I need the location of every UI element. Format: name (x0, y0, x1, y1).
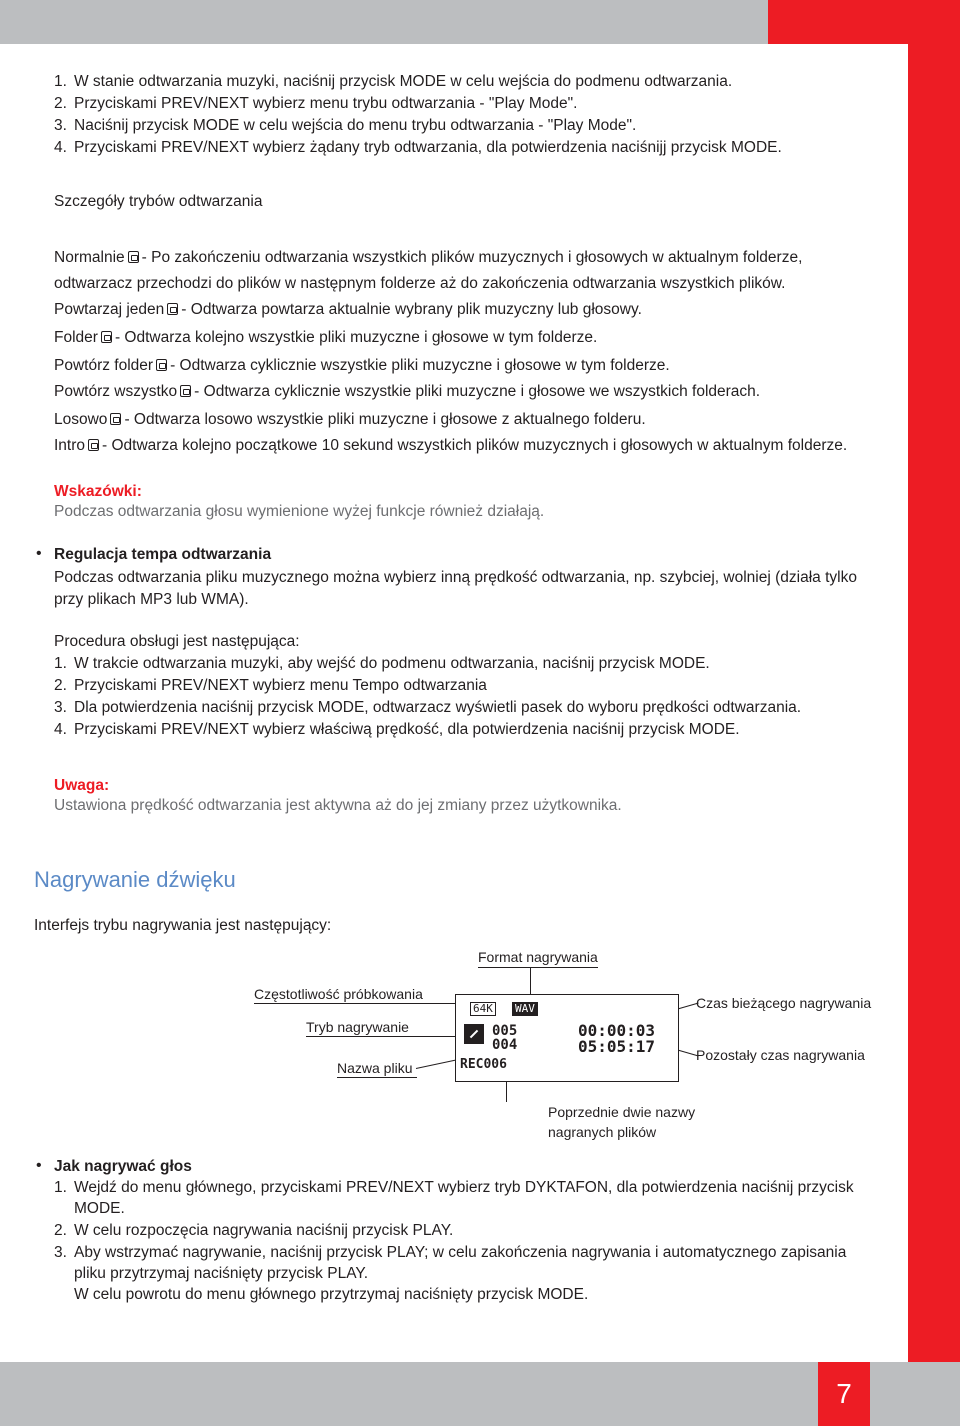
lcd-prev-file-1: 005 (492, 1023, 518, 1039)
tempo-bullet: • (36, 545, 42, 562)
label-prev-names-2: nagranych plików (548, 1124, 657, 1140)
modes-title: Szczegóły trybów odtwarzania (54, 193, 263, 210)
howto-step-3: 3. Aby wstrzymać nagrywanie, naciśnij przycisk PLAY; w celu zakończenia nagrywania i automatycznego zapisania (54, 1244, 847, 1261)
rec-mode-leader (306, 1036, 466, 1037)
right-red-bar (908, 0, 960, 1426)
sample-rate-leader (254, 1003, 484, 1004)
howto-step-3-note: W celu powrotu do menu głównego przytrzymaj naciśnięty przycisk MODE. (74, 1286, 589, 1303)
mode-intro: Intro - Odtwarza kolejno początkowe 10 sekund wszystkich plików muzycznych i głosowych w aktualnym folderze. (54, 437, 848, 454)
howto-step-1: 1. Wejdź do menu głównego, przyciskami PREV/NEXT wybierz tryb DYKTAFON, dla potwierdzenia naciśnij przycisk (54, 1179, 854, 1196)
format-underline (478, 967, 598, 968)
play-step-3: 3. Naciśnij przycisk MODE w celu wejścia do menu trybu odtwarzania - "Play Mode". (54, 117, 637, 134)
play-step-4: 4. Przyciskami PREV/NEXT wybierz żądany tryb odtwarzania, dla potwierdzenia naciśnijj przycisk MODE. (54, 139, 782, 156)
lcd-sample-rate: 64K (470, 1002, 496, 1016)
page-number: 7 (818, 1362, 870, 1426)
play-step-2: 2. Przyciskami PREV/NEXT wybierz menu trybu odtwarzania - "Play Mode". (54, 95, 578, 112)
repeat-one-icon (167, 303, 178, 315)
mode-normal: Normalnie - Po zakończeniu odtwarzania wszystkich plików muzycznych i głosowych w aktualnym folderze, (54, 249, 803, 266)
mode-repeat-folder: Powtórz folder - Odtwarza cyklicznie wszystkie pliki muzyczne i głosowe w tym folderze. (54, 357, 670, 374)
howto-step-2: 2. W celu rozpoczęcia nagrywania naciśnij przycisk PLAY. (54, 1222, 454, 1239)
label-rec-mode: Tryb nagrywanie (306, 1019, 409, 1035)
tempo-step-1: 1. W trakcie odtwarzania muzyki, aby wejść do podmenu odtwarzania, naciśnij przycisk MODE. (54, 655, 710, 672)
file-name-leader-h (337, 1077, 417, 1078)
normal-mode-icon (128, 251, 139, 263)
lcd-prev-file-2: 004 (492, 1037, 518, 1053)
lcd-file-name: REC006 (460, 1057, 507, 1072)
intro-mode-icon (88, 439, 99, 451)
mode-repeat-one: Powtarzaj jeden - Odtwarza powtarza aktualnie wybrany plik muzyczny lub głosowy. (54, 301, 642, 318)
label-remaining-time: Pozostały czas nagrywania (696, 1047, 865, 1063)
note-title: Uwaga: (54, 777, 110, 794)
recording-heading: Nagrywanie dźwięku (34, 867, 236, 892)
mode-normal-cont: odtwarzacz przechodzi do plików w następnym folderze aż do zakończenia odtwarzania wszystkich plików. (54, 275, 786, 292)
howto-step-1-cont: MODE. (74, 1200, 125, 1217)
lcd-screen (455, 994, 679, 1082)
label-sample-rate: Częstotliwość próbkowania (254, 986, 423, 1002)
howto-step-3-cont: pliku przytrzymaj naciśnięty przycisk PLAY. (74, 1265, 369, 1282)
label-prev-names-1: Poprzednie dwie nazwy (548, 1104, 696, 1120)
record-mode-icon (464, 1024, 484, 1044)
tempo-text-1: Podczas odtwarzania pliku muzycznego można wybierz inną prędkość odtwarzania, np. szybciej, wolniej (działa tylko (54, 569, 857, 586)
tempo-procedure: Procedura obsługi jest następująca: (54, 633, 300, 650)
howto-title: Jak nagrywać głos (54, 1158, 192, 1175)
mode-repeat-all: Powtórz wszystko - Odtwarza cyklicznie wszystkie pliki muzyczne i głosowe we wszystkich folderach. (54, 383, 761, 400)
mode-random: Losowo - Odtwarza losowo wszystkie pliki muzyczne i głosowe z aktualnego folderu. (54, 411, 646, 428)
lcd-remaining-time: 05:05:17 (578, 1037, 656, 1056)
label-file-name: Nazwa pliku (337, 1060, 413, 1076)
recording-intro: Interfejs trybu nagrywania jest następujący: (34, 917, 332, 934)
folder-mode-icon (101, 331, 112, 343)
random-mode-icon (110, 413, 121, 425)
label-format: Format nagrywania (478, 949, 598, 965)
tempo-step-3: 3. Dla potwierdzenia naciśnij przycisk MODE, odtwarzacz wyświetli pasek do wyboru prędkości odtwarzania. (54, 699, 802, 716)
repeat-folder-icon (156, 359, 167, 371)
tempo-text-2: przy plikach MP3 lub WMA). (54, 591, 249, 608)
bottom-grey-bar (0, 1362, 960, 1426)
play-step-1: 1. W stanie odtwarzania muzyki, naciśnij przycisk MODE w celu wejścia do podmenu odtwarzania. (54, 73, 733, 90)
note-text: Ustawiona prędkość odtwarzania jest aktywna aż do jej zmiany przez użytkownika. (54, 797, 622, 814)
tempo-step-2: 2. Przyciskami PREV/NEXT wybierz menu Tempo odtwarzania (54, 677, 487, 694)
mode-folder: Folder - Odtwarza kolejno wszystkie pliki muzyczne i głosowe w tym folderze. (54, 329, 598, 346)
lcd-current-time: 00:00:03 (578, 1021, 656, 1040)
lcd-format: WAV (512, 1002, 538, 1016)
repeat-all-icon (180, 385, 191, 397)
howto-bullet: • (36, 1157, 42, 1174)
label-current-time: Czas bieżącego nagrywania (696, 995, 872, 1011)
tempo-title: Regulacja tempa odtwarzania (54, 546, 272, 563)
hint-text: Podczas odtwarzania głosu wymienione wyżej funkcje również działają. (54, 503, 545, 520)
tempo-step-4: 4. Przyciskami PREV/NEXT wybierz właściwą prędkość, dla potwierdzenia naciśnij przycisk MODE. (54, 721, 740, 738)
hint-title: Wskazówki: (54, 483, 142, 500)
